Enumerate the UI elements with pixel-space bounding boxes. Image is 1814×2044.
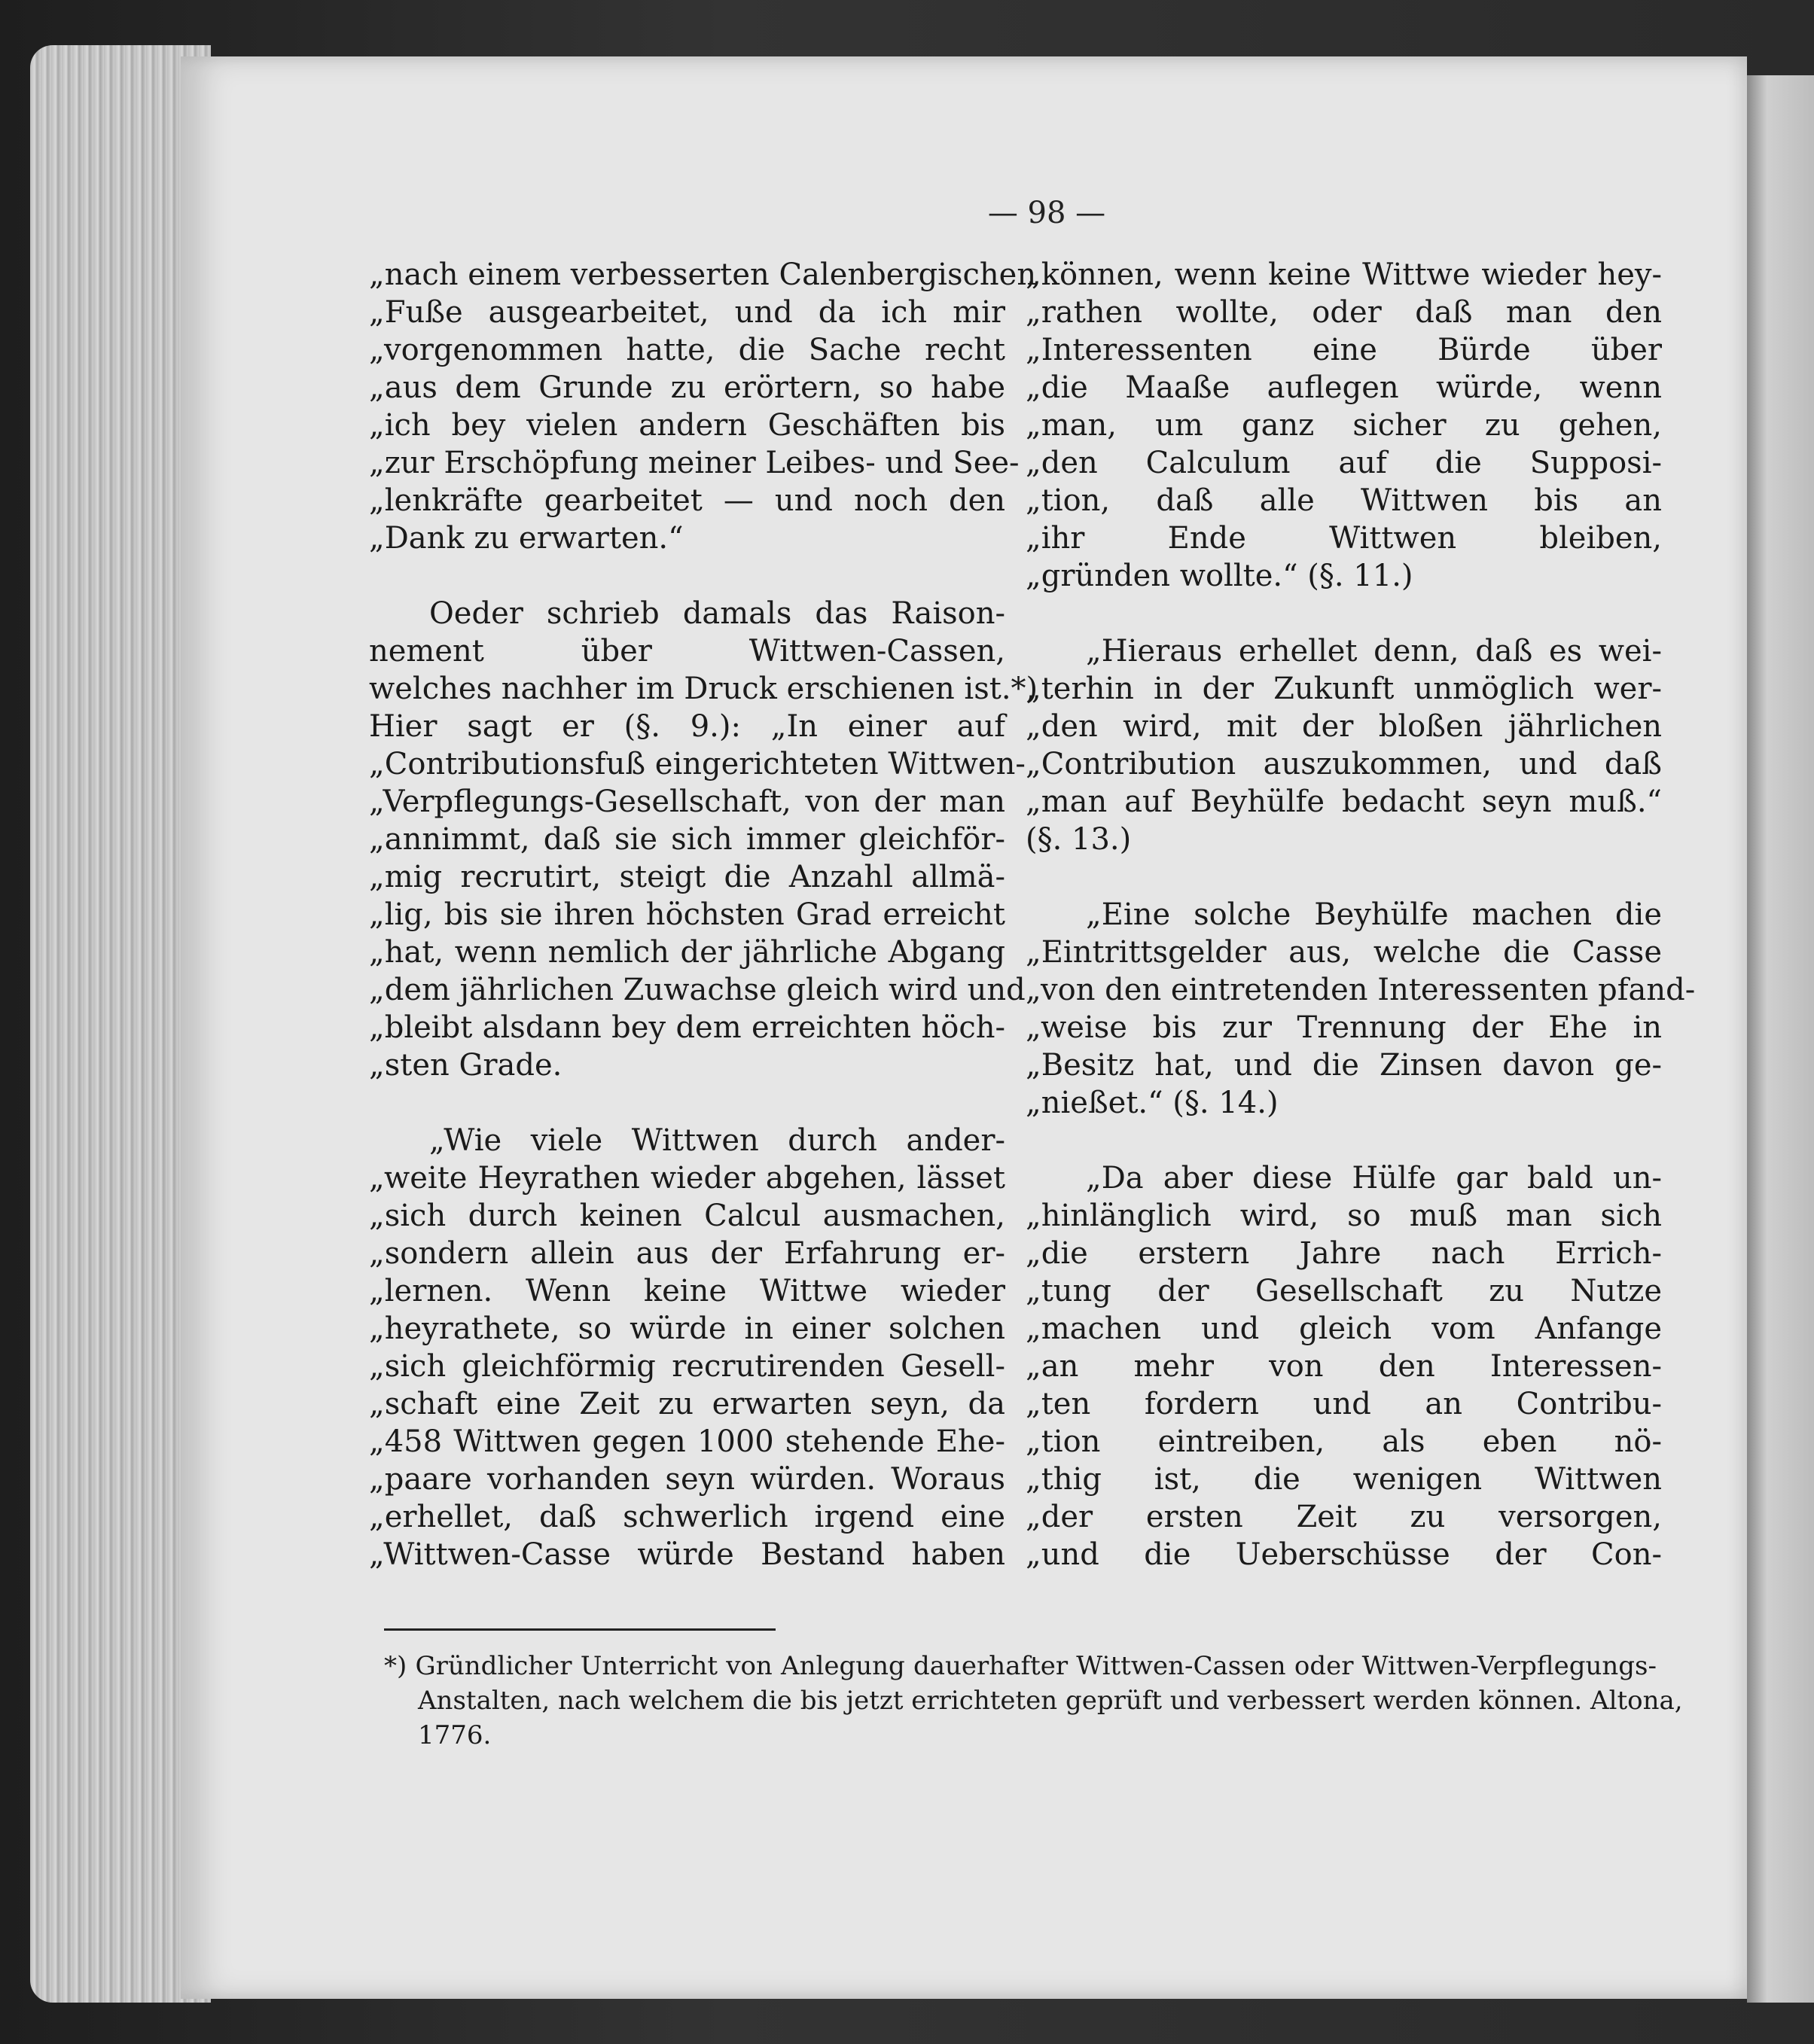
footnote-line: *) Gründlicher Unterricht von Anlegung dauerhafter Wittwen-Cassen oder Wittwen-Verpflegungs- [384,1651,1657,1681]
text-line: „tung der Gesellschaft zu Nutze [1026,1274,1662,1308]
text-line: „hat, wenn nemlich der jährliche Abgang [369,935,1005,970]
text-line: „Eintrittsgelder aus, welche die Casse [1026,935,1662,970]
text-line: „lig, bis sie ihren höchsten Grad erreicht [369,897,1005,932]
text-line: „man auf Beyhülfe bedacht seyn muß.“ [1026,784,1662,819]
text-line: „von den eintretenden Interessenten pfand- [1026,973,1696,1007]
text-line: „und die Ueberschüsse der Con- [1026,1537,1662,1572]
text-line: „tion eintreiben, als eben nö- [1026,1424,1662,1459]
text-line: „sich gleichförmig recrutirenden Gesell- [369,1349,1005,1384]
text-line: „thig ist, die wenigen Wittwen [1026,1462,1662,1497]
text-line: „der ersten Zeit zu versorgen, [1026,1500,1662,1534]
text-line: Oeder schrieb damals das Raison- [429,596,1005,631]
text-line: „Fuße ausgearbeitet, und da ich mir [369,295,1005,330]
text-line: „hinlänglich wird, so muß man sich [1026,1199,1662,1233]
text-line: „terhin in der Zukunft unmöglich wer- [1026,672,1662,706]
text-line: welches nachher im Druck erschienen ist.*) [369,672,1038,706]
text-line: „heyrathete, so würde in einer solchen [369,1311,1005,1346]
paragraph [369,256,1037,557]
text-line: „Wittwen-Casse würde Bestand haben [369,1537,1005,1572]
right-column [1026,256,1696,1573]
text-line: „sondern allein aus der Erfahrung er- [369,1236,1005,1271]
page-number: — 98 — [987,196,1106,230]
text-line: „lenkräfte gearbeitet — und noch den [369,483,1005,518]
text-line: „die erstern Jahre nach Errich- [1026,1236,1662,1271]
text-line: nement über Wittwen-Cassen, [369,634,1005,669]
text-line: „rathen wollte, oder daß man den [1026,295,1662,330]
text-line: „aus dem Grunde zu erörtern, so habe [369,370,1005,405]
text-line: „lernen. Wenn keine Wittwe wieder [369,1274,1005,1308]
text-line: „den Calculum auf die Supposi- [1026,446,1662,480]
text-line: „paare vorhanden seyn würden. Woraus [369,1462,1005,1497]
text-line: „Contributionsfuß eingerichteten Wittwen- [369,747,1026,781]
text-line: „Eine solche Beyhülfe machen die [1086,897,1662,932]
paragraph [1026,256,1662,595]
text-line: „ihr Ende Wittwen bleiben, [1026,521,1662,556]
text-line: „458 Wittwen gegen 1000 stehende Ehe- [369,1424,1005,1459]
text-line: Hier sagt er (§. 9.): „In einer auf [369,709,1005,744]
text-line: „ich bey vielen andern Geschäften bis [369,408,1005,443]
text-line: „den wird, mit der bloßen jährlichen [1026,709,1662,744]
footnote [384,1649,1683,1753]
text-line: „Hieraus erhellet denn, daß es wei- [1086,634,1662,669]
footnote-line: 1776. [418,1720,492,1750]
text-line: „weite Heyrathen wieder abgehen, lässet [369,1161,1005,1196]
paragraph [1026,896,1696,1122]
text-line: „machen und gleich vom Anfange [1026,1311,1662,1346]
text-line: „können, wenn keine Wittwe wieder hey- [1026,257,1662,292]
text-line: (§. 13.) [1026,822,1132,857]
text-line: „ten fordern und an Contribu- [1026,1387,1662,1421]
text-line: „gründen wollte.“ (§. 11.) [1026,559,1413,593]
text-line: „Da aber diese Hülfe gar bald un- [1086,1161,1662,1196]
text-line: „sich durch keinen Calcul ausmachen, [369,1199,1005,1233]
text-line: „nach einem verbesserten Calenbergischen [369,257,1037,292]
text-line: „nießet.“ (§. 14.) [1026,1086,1279,1120]
facing-page-edge [1747,75,1814,2003]
text-line: „Wie viele Wittwen durch ander- [429,1123,1005,1158]
text-line: „Dank zu erwarten.“ [369,521,684,556]
text-line: „weise bis zur Trennung der Ehe in [1026,1010,1662,1045]
text-line: „Interessenten eine Bürde über [1026,333,1662,367]
text-line: „man, um ganz sicher zu gehen, [1026,408,1662,443]
text-line: „dem jährlichen Zuwachse gleich wird und [369,973,1026,1007]
paragraph [369,1122,1005,1573]
text-line: „schaft eine Zeit zu erwarten seyn, da [369,1387,1005,1421]
paragraph [1026,1159,1662,1573]
text-line: „die Maaße auflegen würde, wenn [1026,370,1662,405]
text-line: „vorgenommen hatte, die Sache recht [369,333,1005,367]
text-line: „erhellet, daß schwerlich irgend eine [369,1500,1005,1534]
text-line: „Besitz hat, und die Zinsen davon ge- [1026,1048,1662,1083]
text-line: „Verpflegungs-Gesellschaft, von der man [369,784,1005,819]
footnote-rule [384,1628,776,1631]
text-line: „mig recrutirt, steigt die Anzahl allmä- [369,860,1005,894]
left-column [369,256,1038,1573]
text-line: „an mehr von den Interessen- [1026,1349,1662,1384]
paragraph [369,595,1038,1084]
text-line: „sten Grade. [369,1048,562,1083]
text-line: „bleibt alsdann bey dem erreichten höch- [369,1010,1005,1045]
footnote-line: Anstalten, nach welchem die bis jetzt errichteten geprüft und verbessert werden können. Altona, [418,1686,1683,1716]
text-line: „Contribution auszukommen, und daß [1026,747,1662,781]
text-line: „tion, daß alle Wittwen bis an [1026,483,1662,518]
paragraph [1026,632,1662,858]
text-line: „annimmt, daß sie sich immer gleichför- [369,822,1005,857]
text-line: „zur Erschöpfung meiner Leibes- und See- [369,446,1020,480]
